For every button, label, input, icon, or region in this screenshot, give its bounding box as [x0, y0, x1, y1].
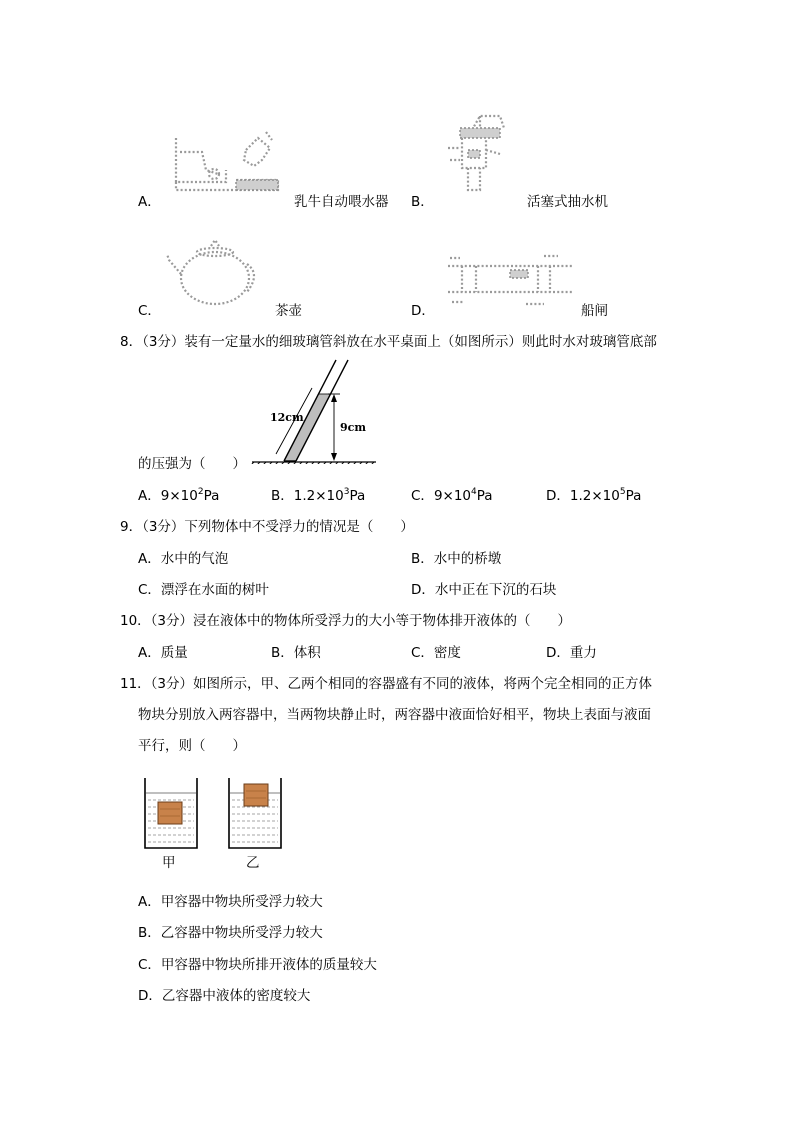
q11-stem-line2: 物块分别放入两容器中，当两物块静止时，两容器中液面恰好相平，物块上表面与液面: [138, 707, 651, 723]
q11-option-c: C．甲容器中物块所排开液体的质量较大: [138, 957, 377, 973]
q10-stem: 10．（3分）浸在液体中的物体所受浮力的大小等于物体排开液体的（ ）: [120, 613, 572, 629]
q7-option-c-letter: C．: [138, 303, 161, 319]
water-height-label: 9cm: [340, 421, 366, 434]
q10-option-b: B．体积: [271, 645, 321, 661]
container-jia: [144, 778, 198, 850]
teapot-image: [163, 234, 263, 310]
q7-option-d-letter: D．: [411, 303, 435, 319]
q7-option-c-caption: 茶壶: [275, 303, 302, 319]
q11-option-b: B．乙容器中物块所受浮力较大: [138, 925, 323, 941]
q11-option-a: A．甲容器中物块所受浮力较大: [138, 894, 323, 910]
cow-water-feeder-image: [166, 130, 282, 198]
q7-option-d-caption: 船闸: [581, 303, 608, 319]
q10-option-d: D．重力: [546, 645, 597, 661]
q8-option-d: D．$1.2\times 10^5Pa$: [546, 487, 642, 504]
q8-option-c: C．$9\times 10^4Pa$: [411, 487, 493, 504]
q10-option-c: C．密度: [411, 645, 461, 661]
q9-option-b: B．水中的桥墩: [411, 551, 502, 567]
q8-option-a: A．$9\times 10^2Pa$: [138, 487, 220, 504]
q9-stem: 9．（3分）下列物体中不受浮力的情况是（ ）: [120, 519, 414, 535]
q11-option-d: D．乙容器中液体的密度较大: [138, 988, 311, 1004]
q10-option-a: A．质量: [138, 645, 188, 661]
q8-stem-line1: 8．（3分）装有一定量水的细玻璃管斜放在水平桌面上（如图所示）则此时水对玻璃管底部: [120, 334, 657, 350]
q8-stem-line2: 的压强为（ ）: [138, 456, 246, 472]
tube-length-label: 12cm: [270, 411, 304, 424]
container-jia-label: 甲: [162, 855, 176, 871]
ship-lock-image: [446, 252, 576, 310]
q9-option-c: C．漂浮在水面的树叶: [138, 582, 269, 598]
q7-option-b-caption: 活塞式抽水机: [527, 194, 608, 210]
piston-pump-image: [440, 110, 518, 198]
q7-option-a-caption: 乳牛自动喂水器: [294, 194, 389, 210]
container-yi-label: 乙: [246, 855, 260, 871]
q9-option-a: A．水中的气泡: [138, 551, 229, 567]
q11-stem-line1: 11．（3分）如图所示，甲、乙两个相同的容器盛有不同的液体，将两个完全相同的正方体: [120, 676, 653, 692]
q8-option-b: B．$1.2\times 10^3Pa$: [271, 487, 366, 504]
q9-option-d: D．水中正在下沉的石块: [411, 582, 557, 598]
q7-option-b-letter: B．: [411, 194, 434, 210]
q11-stem-line3: 平行，则（ ）: [138, 738, 246, 754]
q7-option-a-letter: A．: [138, 194, 161, 210]
container-yi: [228, 778, 282, 850]
